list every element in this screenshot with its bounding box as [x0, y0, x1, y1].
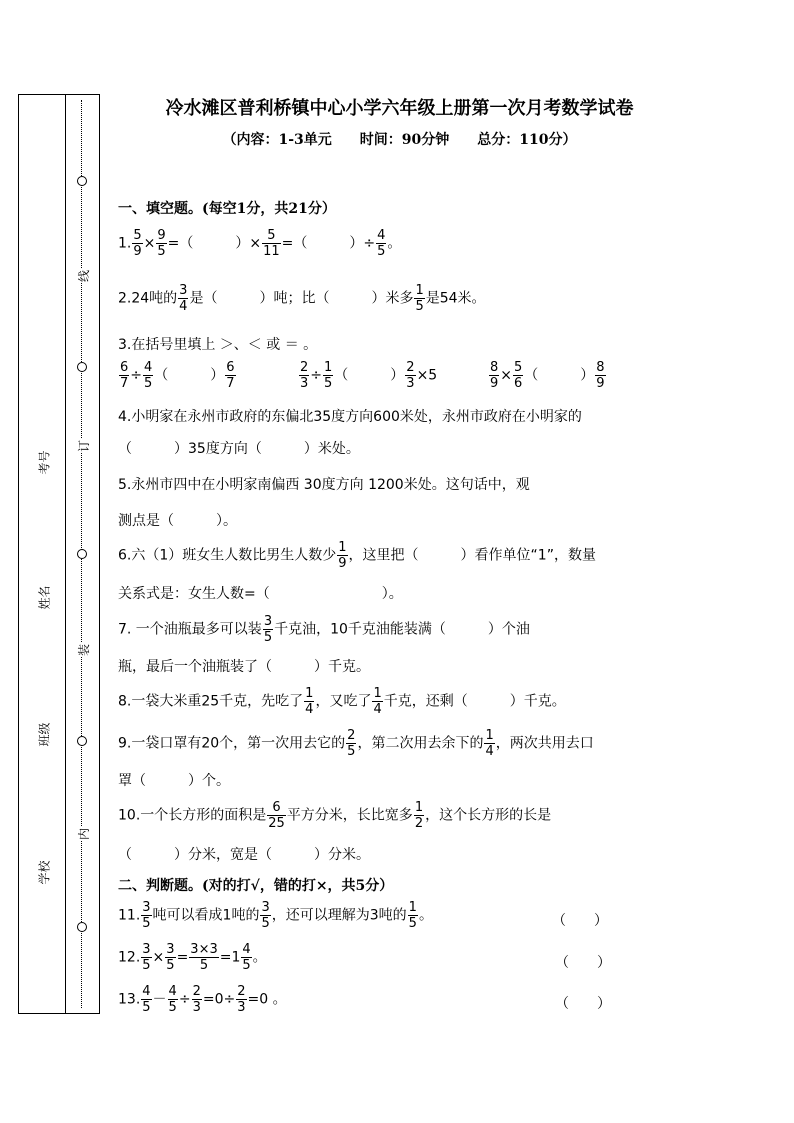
question-13: 13. $\frac{4}{5}$ － $\frac{4}{5}$ ÷ $\frac{2}{3}$ =0÷ $\frac{2}{3}$ =0 。 — [118, 984, 287, 1015]
seal-circle — [77, 549, 87, 559]
class-label: 班级 — [37, 722, 52, 747]
question-5-line-2: 测点是（ ）。 — [118, 513, 237, 529]
fraction: $\frac{9}{5}$ — [157, 228, 166, 259]
question-3-item-1: $\frac{6}{7}$ ÷ $\frac{4}{5}$ （ ） $\frac{6}{7}$ — [120, 360, 235, 391]
question-6-line-2: 关系式是：女生人数=（ ）。 — [118, 586, 403, 602]
seal-circle — [77, 176, 87, 186]
seal-circle — [77, 922, 87, 932]
exam-number-label: 考号 — [37, 450, 52, 475]
exam-subtitle: （内容：1-3单元 时间：90分钟 总分：110分） — [222, 132, 577, 148]
seal-circle — [77, 736, 87, 746]
section-fill-blank: 一、填空题。(每空1分，共21分） — [118, 201, 336, 217]
question-11: 11. $\frac{3}{5}$ 吨可以看成1吨的 $\frac{3}{5}$ ，还可以理解为3吨的 $\frac{1}{5}$ 。 — [118, 900, 433, 931]
question-4-line-2: （ ）35度方向（ ）米处。 — [118, 441, 360, 457]
question-9-line-1: 9.一袋口罩有20个，第一次用去它的 $\frac{2}{5}$ ，第二次用去余下的 $\frac{1}{4}$ ，两次共用去口 — [118, 728, 594, 759]
answer-paren-13[interactable]: （ ） — [555, 996, 611, 1012]
fraction: $\frac{5}{9}$ — [133, 228, 142, 259]
question-2: 2.24吨的 $\frac{3}{4}$ 是（ ）吨；比（ ）米多 $\frac{1}{5}$ 是54米。 — [118, 283, 486, 314]
fraction: $\frac{4}{5}$ — [377, 228, 386, 259]
seal-mark-pack: 装 — [77, 643, 91, 657]
question-8: 8.一袋大米重25千克，先吃了 $\frac{1}{4}$ ，又吃了 $\frac{1}{4}$ 千克，还剩（ ）千克。 — [118, 686, 566, 717]
seal-mark-bind: 订 — [77, 439, 91, 453]
question-1: 1. $\frac{5}{9}$ × $\frac{9}{5}$ =（ ）× $\frac{5}{11}$ =（ ）÷ $\frac{4}{5}$ 。 — [118, 228, 402, 259]
question-3: 3.在括号里填上 ＞、＜ 或 ＝ 。 — [118, 337, 318, 353]
question-10-line-1: 10.一个长方形的面积是 $\frac{6}{25}$ 平方分米，长比宽多 $\frac{1}{2}$ ，这个长方形的长是 — [118, 800, 552, 831]
question-3-item-2: $\frac{2}{3}$ ÷ $\frac{1}{5}$ （ ） $\frac{2}{3}$ ×5 — [300, 360, 438, 391]
exam-content — [117, 92, 682, 154]
seal-circle — [77, 362, 87, 372]
exam-title: 冷水滩区普利桥镇中心小学六年级上册第一次月考数学试卷 — [165, 98, 634, 119]
question-6-line-1: 6.六（1）班女生人数比男生人数少 $\frac{1}{9}$ ，这里把（ ）看作单位“1”，数量 — [118, 540, 596, 571]
name-label: 姓名 — [37, 585, 52, 610]
answer-paren-11[interactable]: （ ） — [552, 913, 608, 929]
school-label: 学校 — [37, 860, 52, 885]
seal-mark-line: 线 — [77, 269, 91, 283]
seal-mark-inside: 内 — [77, 827, 91, 841]
fraction: $\frac{1}{5}$ — [415, 283, 424, 314]
question-7-line-2: 瓶，最后一个油瓶装了（ ）千克。 — [118, 659, 370, 675]
fraction: $\frac{3}{4}$ — [179, 283, 188, 314]
question-12: 12. $\frac{3}{5}$ × $\frac{3}{5}$ = $\frac{3\times 3}{5}$ =1 $\frac{4}{5}$ 。 — [118, 942, 267, 973]
question-9-line-2: 罩（ ）个。 — [118, 773, 230, 789]
question-5-line-1: 5.永州市四中在小明家南偏西 30度方向 1200米处。这句话中，观 — [118, 477, 530, 493]
question-10-line-2: （ ）分米，宽是（ ）分米。 — [118, 847, 370, 863]
fraction: $\frac{5}{11}$ — [263, 228, 280, 259]
section-true-false: 二、判断题。(对的打√，错的打×，共5分） — [118, 878, 394, 894]
answer-paren-12[interactable]: （ ） — [555, 955, 611, 971]
question-3-item-3: $\frac{8}{9}$ × $\frac{5}{6}$ （ ） $\frac{8}{9}$ — [490, 360, 605, 391]
question-4-line-1: 4.小明家在永州市政府的东偏北35度方向600米处，永州市政府在小明家的 — [118, 409, 582, 425]
binding-margin — [18, 94, 100, 1014]
question-7-line-1: 7. 一个油瓶最多可以装 $\frac{3}{5}$ 千克油，10千克油能装满（ ）个油 — [118, 614, 530, 645]
